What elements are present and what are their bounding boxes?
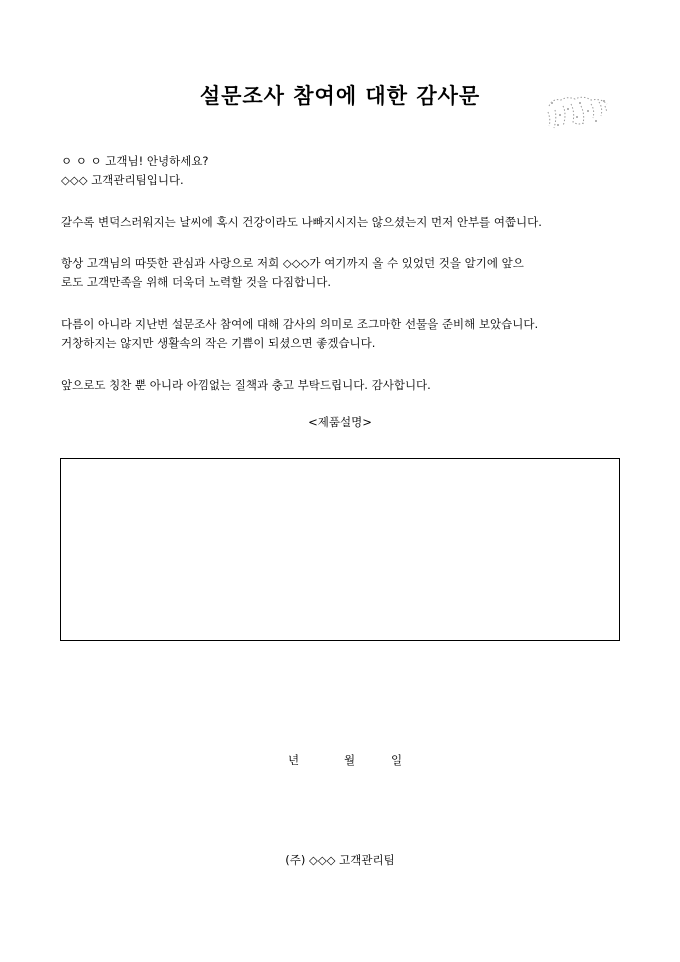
paragraph-line: 거창하지는 않지만 생활속의 작은 기쁨이 되셨으면 좋겠습니다. <box>61 336 376 350</box>
greeting-line: ◇◇◇ 고객관리팀입니다. <box>61 173 184 187</box>
paragraph-line: 항상 고객님의 따뜻한 관심과 사랑으로 저희 ◇◇◇가 여기까지 올 수 있었던 것을 알기에 앞으 <box>61 256 524 270</box>
date-day: 일 <box>391 753 403 767</box>
signature: (주) ◇◇◇ 고객관리팀 <box>285 853 395 867</box>
date-month: 월 <box>344 753 356 767</box>
date-year: 년 <box>288 753 300 767</box>
date-line <box>288 752 402 768</box>
paragraph-3 <box>61 315 626 353</box>
document-title: 설문조사 참여에 대한 감사문 <box>199 83 481 108</box>
paragraph-line: 로도 고객만족을 위해 더욱더 노력할 것을 다짐합니다. <box>61 275 331 289</box>
paragraph-2 <box>61 254 626 292</box>
product-heading: <제품설명> <box>308 415 372 429</box>
greeting-line: ㅇ ㅇ ㅇ 고객님! 안녕하세요? <box>61 154 209 168</box>
stamp-mark <box>545 92 611 132</box>
product-description-box <box>60 458 620 641</box>
paragraph-4: 앞으로도 칭찬 뿐 아니라 아낌없는 질책과 충고 부탁드립니다. 감사합니다. <box>61 378 431 392</box>
paragraph-1: 갈수록 변덕스러워지는 날씨에 혹시 건강이라도 나빠지시지는 않으셨는지 먼저 안부를 여쭙니다. <box>61 215 542 229</box>
paragraph-line: 다름이 아니라 지난번 설문조사 참여에 대해 감사의 의미로 조그마한 선물을 준비해 보았습니다. <box>61 317 539 331</box>
greeting <box>61 152 626 190</box>
